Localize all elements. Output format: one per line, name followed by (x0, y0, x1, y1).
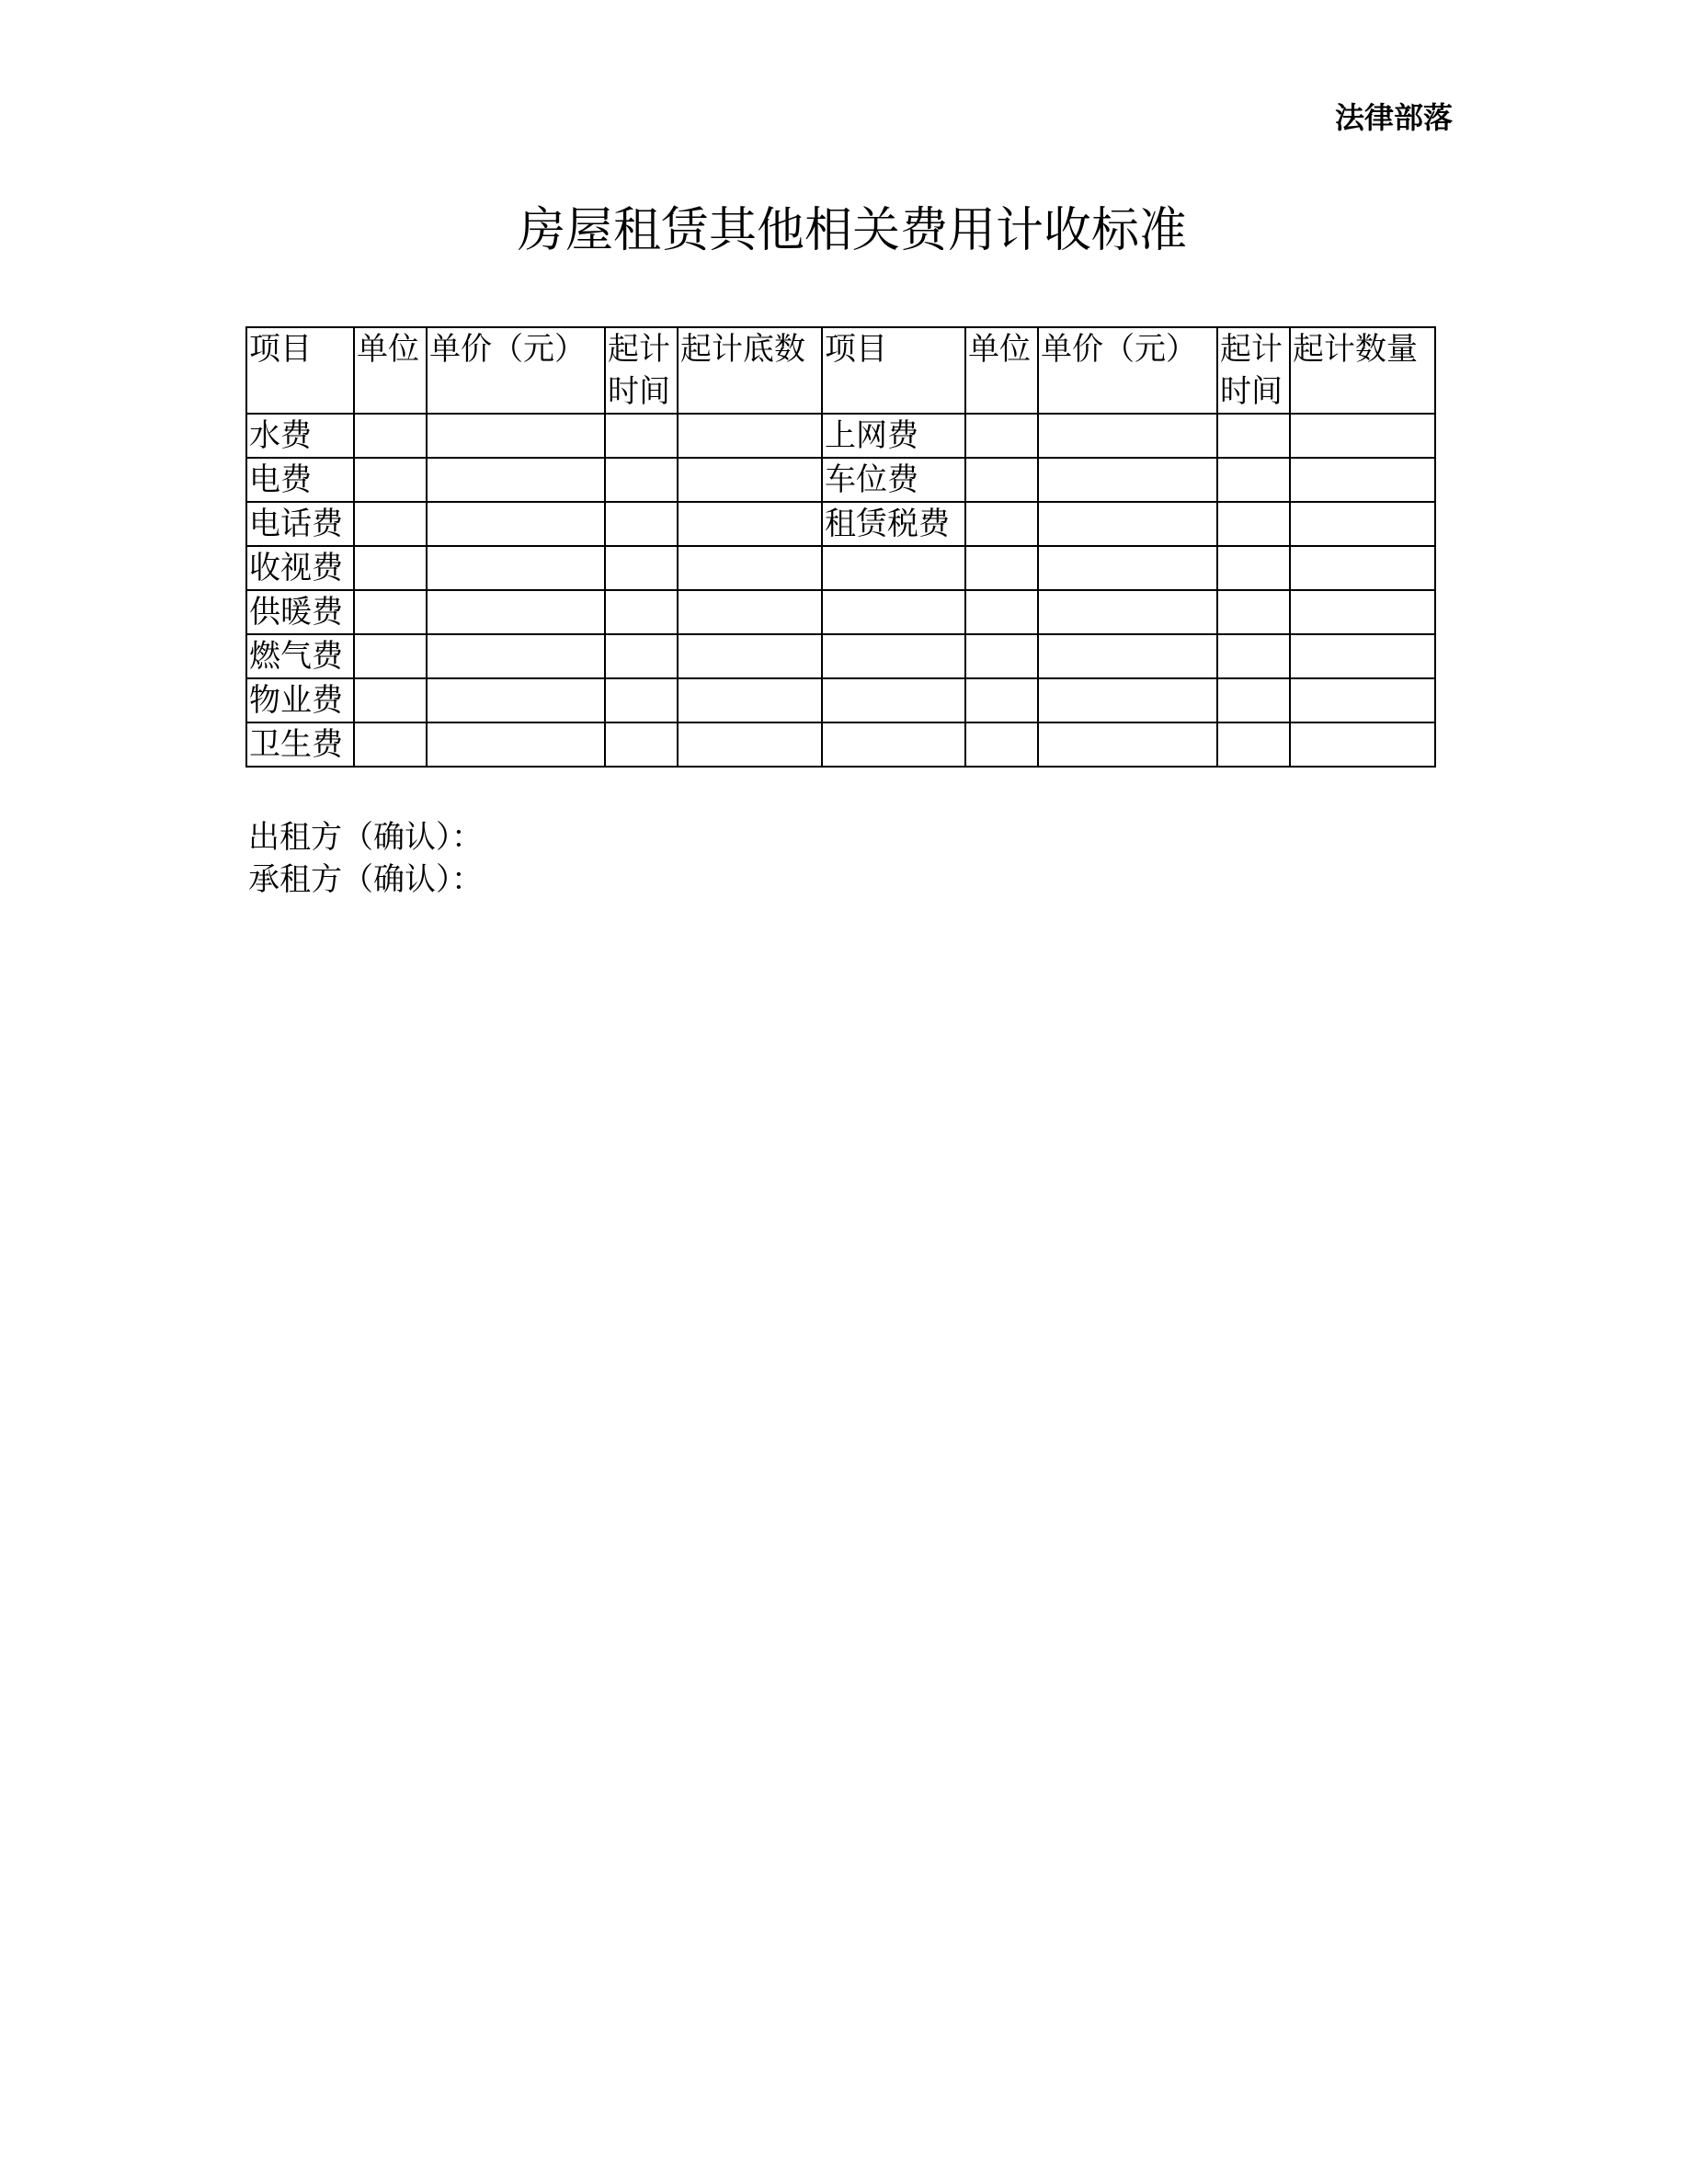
table-cell (965, 722, 1038, 767)
table-cell (427, 634, 605, 678)
table-cell (1217, 590, 1290, 634)
table-row (246, 414, 1435, 458)
table-cell (965, 634, 1038, 678)
header-cell-item: 项目 (246, 327, 354, 414)
table-cell (427, 722, 605, 767)
table-cell (605, 502, 678, 546)
table-cell (1290, 546, 1435, 590)
header-cell-start-time: 起计时间 (605, 327, 678, 414)
fee-item-cell: 电费 (246, 458, 354, 502)
header-cell-start-quantity: 起计数量 (1290, 327, 1435, 414)
table-cell (1038, 590, 1217, 634)
table-row (246, 678, 1435, 722)
fee-item-cell: 车位费 (822, 458, 965, 502)
lessor-confirmation: 出租方（确认）： (248, 819, 483, 856)
table-cell (1290, 590, 1435, 634)
table-cell (354, 546, 427, 590)
table-cell (1290, 722, 1435, 767)
fee-item-cell (822, 590, 965, 634)
fee-standards-table (245, 326, 1436, 768)
table-cell (427, 502, 605, 546)
table-cell (1038, 502, 1217, 546)
table-row (246, 634, 1435, 678)
table-cell (1217, 546, 1290, 590)
table-row (246, 458, 1435, 502)
table-cell (605, 414, 678, 458)
table-cell (1217, 502, 1290, 546)
table-cell (1290, 414, 1435, 458)
table-cell (965, 414, 1038, 458)
fee-item-cell: 卫生费 (246, 722, 354, 767)
fee-item-cell: 租赁税费 (822, 502, 965, 546)
table-cell (1217, 458, 1290, 502)
table-cell (1038, 414, 1217, 458)
fee-item-cell: 供暖费 (246, 590, 354, 634)
table-cell (427, 546, 605, 590)
table-cell (1290, 502, 1435, 546)
document-title: 房屋租赁其他相关费用计收标准 (517, 203, 1187, 258)
table-cell (1038, 722, 1217, 767)
table-cell (1038, 634, 1217, 678)
table-cell (965, 502, 1038, 546)
table-cell (678, 458, 822, 502)
table-row (246, 546, 1435, 590)
table-cell (354, 678, 427, 722)
table-cell (1217, 414, 1290, 458)
table-cell (354, 414, 427, 458)
header-cell-start-base: 起计底数 (678, 327, 822, 414)
lessee-confirmation: 承租方（确认）： (248, 861, 483, 898)
table-row (246, 502, 1435, 546)
header-cell-unit: 单位 (354, 327, 427, 414)
fee-item-cell: 燃气费 (246, 634, 354, 678)
table-cell (1217, 634, 1290, 678)
fee-item-cell: 电话费 (246, 502, 354, 546)
table-cell (678, 634, 822, 678)
table-cell (427, 590, 605, 634)
table-row (246, 722, 1435, 767)
header-cell-unit-price-2: 单价（元） (1038, 327, 1217, 414)
brand-label: 法律部落 (1334, 100, 1453, 135)
table-header-row (246, 327, 1435, 414)
fee-item-cell: 水费 (246, 414, 354, 458)
table-cell (965, 546, 1038, 590)
table-cell (605, 590, 678, 634)
table-cell (1217, 722, 1290, 767)
table-cell (427, 414, 605, 458)
fee-item-cell (822, 634, 965, 678)
header-cell-unit-price: 单价（元） (427, 327, 605, 414)
table-cell (1038, 678, 1217, 722)
table-cell (678, 722, 822, 767)
table-cell (354, 502, 427, 546)
header-cell-item-2: 项目 (822, 327, 965, 414)
table-cell (965, 590, 1038, 634)
table-cell (354, 458, 427, 502)
fee-item-cell (822, 678, 965, 722)
table-cell (965, 678, 1038, 722)
table-cell (1290, 678, 1435, 722)
fee-item-cell: 物业费 (246, 678, 354, 722)
fee-item-cell (822, 722, 965, 767)
table-cell (1217, 678, 1290, 722)
table-cell (678, 414, 822, 458)
table-row (246, 590, 1435, 634)
table-cell (1038, 546, 1217, 590)
table-cell (354, 590, 427, 634)
table-cell (1038, 458, 1217, 502)
table-cell (427, 678, 605, 722)
table-cell (1290, 634, 1435, 678)
table-cell (605, 546, 678, 590)
fee-item-cell: 收视费 (246, 546, 354, 590)
header-cell-start-time-2: 起计时间 (1217, 327, 1290, 414)
table-cell (965, 458, 1038, 502)
table-cell (1290, 458, 1435, 502)
fee-item-cell: 上网费 (822, 414, 965, 458)
table-cell (678, 502, 822, 546)
table-cell (605, 678, 678, 722)
table-cell (605, 722, 678, 767)
table-cell (427, 458, 605, 502)
table-cell (605, 458, 678, 502)
table-cell (678, 590, 822, 634)
fee-item-cell (822, 546, 965, 590)
table-cell (354, 722, 427, 767)
table-cell (678, 546, 822, 590)
header-cell-unit-2: 单位 (965, 327, 1038, 414)
table-cell (678, 678, 822, 722)
table-cell (354, 634, 427, 678)
table-cell (605, 634, 678, 678)
